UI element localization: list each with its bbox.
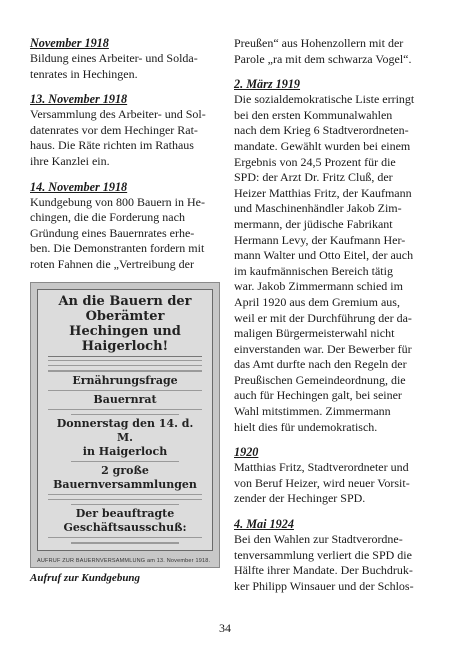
page-number: 34 [219, 621, 231, 635]
poster-highlight: Ernährungsfrage [72, 373, 178, 387]
poster-title: An die Bauern der Oberämter [58, 293, 192, 324]
entry-text: Matthias Fritz, Stadtverordneter und von Beruf Heizer, wird neuer Vorsit- zender der Hechinger SPD. [234, 460, 410, 506]
entry-text: Bildung eines Arbeiter- und Solda- tenrates in Hechingen. [30, 51, 198, 81]
entry-heading: November 1918 [30, 36, 109, 50]
entry-text: Kundgebung von 800 Bauern in He- chingen, die die Forderung nach Gründung eines Bauernrates erhe- ben. Die Demonstranten fordern mit roten Fahnen die „Vertreibung der [30, 194, 205, 271]
entry-text: Die sozialdemokratische Liste erringt bei den ersten Kommunalwahlen nach dem Krieg 6 Stadtverordneten- mandate. Gewählt wurden bei einem Ergebnis von 24,5 Prozent für die SPD: der Arzt Dr. Fritz Cluß, der Heizer Matthias Fritz, der Kaufmann und Maschinenhändler Jakob Zim- mermann, der jüdische Fabrikant Hermann Levy, der Kaufmann Her- mann Walter und Otto Eitel, der auch im kaufmännischen Bereich tätig war. Jakob Zimmermann schied im April 1920 aus dem Gremium aus, weil er mit der Durchführung der da- maligen Bürgermeisterwahl nicht einverstanden war. Der Bewerber für das Amt durfte nach den Regeln der Preußischen Gemeindeordnung, die auch für Hechingen galt, bei seiner Wahl mitstimmen. Zimmermann hielt dies für undemokratisch. [234, 92, 415, 434]
entry-heading: 14. November 1918 [30, 179, 128, 194]
right-column [234, 36, 422, 594]
historical-poster-image [30, 282, 220, 568]
poster-highlight: in Haigerloch [82, 444, 168, 458]
image-caption: Aufruf zur Kundgebung [30, 571, 141, 584]
entry-heading: 1920 [234, 445, 259, 460]
entry-heading: 2. März 1919 [234, 77, 301, 92]
poster-highlight: Der beauftragte Geschäftsausschuß: [63, 507, 187, 535]
poster-highlight: 2 große Bauernversammlungen [53, 464, 197, 492]
left-column [30, 36, 220, 584]
entry-text: Bei den Wahlen zur Stadtverordne- tenversammlung verliert die SPD die Hälfte ihrer Mandate. Der Buchdruk- ker Philipp Winsauer und der Schlos- [234, 532, 414, 593]
poster-highlight: Bauernrat [93, 392, 157, 406]
entry-text-continued: Preußen“ aus Hohenzollern mit der Parole „ra mit dem schwarza Vogel“. [234, 36, 412, 66]
poster-highlight: Donnerstag den 14. d. M. [56, 416, 194, 444]
entry-text: Versammlung des Arbeiter- und Sol- datenrates vor dem Hechinger Rat- haus. Die Räte richten im Rathaus ihre Kanzlei ein. [30, 107, 206, 168]
entry-heading: 13. November 1918 [30, 92, 128, 107]
poster-content [37, 289, 213, 551]
entry-heading: 4. Mai 1924 [234, 517, 294, 532]
poster-archive-caption: AUFRUF ZUR BAUERNVERSAMMLUNG am 13. November 1918. [37, 557, 211, 564]
poster-title: Hechingen und Haigerloch! [69, 323, 181, 354]
